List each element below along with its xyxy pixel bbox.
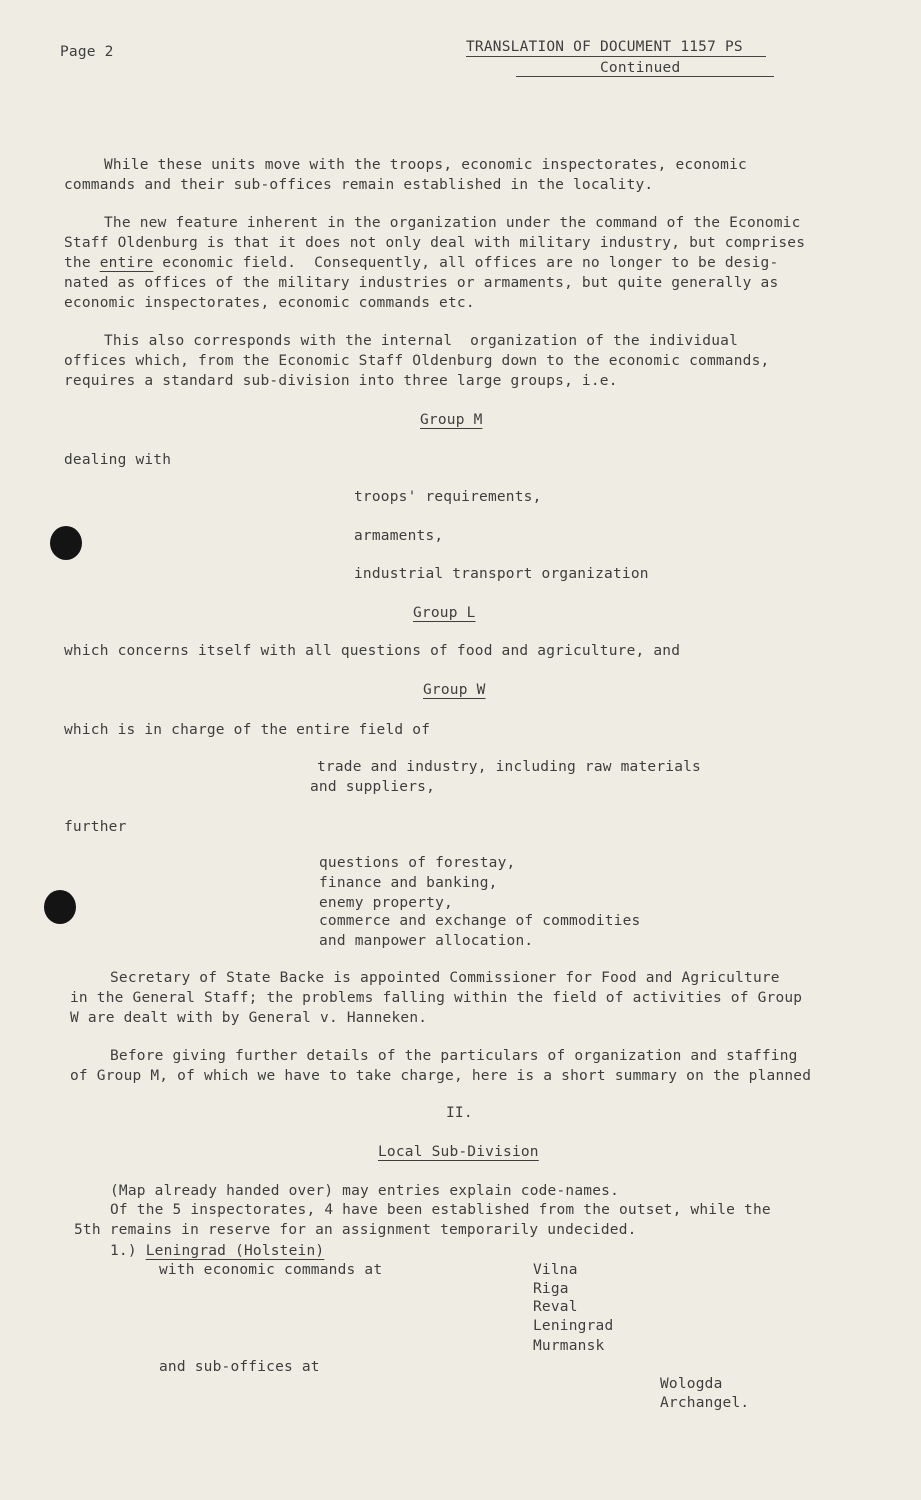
- group-l-heading: Group L: [413, 605, 476, 621]
- paragraph-6-line: (Map already handed over) may entries explain code-names.: [110, 1183, 619, 1199]
- list-item-leningrad: 1.) Leningrad (Holstein): [110, 1243, 325, 1259]
- page-number: Page 2: [60, 44, 114, 60]
- paragraph-4-line: in the General Staff; the problems falling within the field of activities of Group: [70, 990, 803, 1006]
- command-city: Reval: [533, 1299, 578, 1315]
- continued-underline: [516, 76, 774, 77]
- commands-label: with economic commands at: [159, 1262, 383, 1278]
- paragraph-2-line: the entire economic field. Consequently, all offices are no longer to be desig-: [64, 255, 779, 271]
- paragraph-3-line: offices which, from the Economic Staff Oldenburg down to the economic commands,: [64, 353, 770, 369]
- suboffice-city: Archangel.: [660, 1395, 750, 1411]
- command-city: Riga: [533, 1281, 569, 1297]
- title-underline: [466, 56, 766, 57]
- punch-hole: [50, 526, 82, 560]
- paragraph-2-line: nated as offices of the military industries or armaments, but quite generally as: [64, 275, 779, 291]
- item-name: Leningrad (Holstein): [145, 1243, 325, 1259]
- group-m-intro: dealing with: [64, 452, 172, 468]
- group-w-further: further: [64, 819, 127, 835]
- document-title: TRANSLATION OF DOCUMENT 1157 PS: [466, 39, 743, 55]
- paragraph-2-line: Staff Oldenburg is that it does not only deal with military industry, but comprises: [64, 235, 806, 251]
- group-w-item: enemy property,: [319, 895, 453, 911]
- group-m-item: armaments,: [354, 528, 444, 544]
- paragraph-2-line: economic inspectorates, economic commands etc.: [64, 295, 475, 311]
- command-city: Vilna: [533, 1262, 578, 1278]
- group-l-text: which concerns itself with all questions of food and agriculture, and: [64, 643, 681, 659]
- group-w-intro: which is in charge of the entire field of: [64, 722, 431, 738]
- paragraph-5-line: of Group M, of which we have to take charge, here is a short summary on the planned: [70, 1068, 812, 1084]
- paragraph-6-line: 5th remains in reserve for an assignment temporarily undecided.: [74, 1222, 637, 1238]
- punch-hole: [44, 890, 76, 924]
- paragraph-5-line: Before giving further details of the particulars of organization and staffing: [110, 1048, 798, 1064]
- command-city: Leningrad: [533, 1318, 614, 1334]
- group-w-item: and suppliers,: [310, 779, 436, 795]
- group-w-item: and manpower allocation.: [319, 933, 534, 949]
- suboffice-city: Wologda: [660, 1376, 723, 1392]
- paragraph-3-line: requires a standard sub-division into three large groups, i.e.: [64, 373, 618, 389]
- group-w-item: finance and banking,: [319, 875, 498, 891]
- paragraph-1-line: commands and their sub-offices remain established in the locality.: [64, 177, 654, 193]
- paragraph-4-line: Secretary of State Backe is appointed Commissioner for Food and Agriculture: [110, 970, 780, 986]
- group-w-heading: Group W: [423, 682, 486, 698]
- group-w-item: commerce and exchange of commodities: [319, 913, 641, 929]
- continued-label: Continued: [600, 60, 681, 76]
- group-m-item: industrial transport organization: [354, 566, 649, 582]
- group-w-item: questions of forestay,: [319, 855, 516, 871]
- group-m-heading: Group M: [420, 412, 483, 428]
- section-number: II.: [446, 1105, 473, 1121]
- paragraph-1-line: While these units move with the troops, economic inspectorates, economic: [104, 157, 747, 173]
- group-m-item: troops' requirements,: [354, 489, 542, 505]
- emphasis-entire: entire: [99, 255, 154, 271]
- command-city: Murmansk: [533, 1338, 605, 1354]
- paragraph-6-line: Of the 5 inspectorates, 4 have been established from the outset, while the: [110, 1202, 771, 1218]
- paragraph-3-line: This also corresponds with the internal organization of the individual: [104, 333, 739, 349]
- suboffices-label: and sub-offices at: [159, 1359, 320, 1375]
- section-title: Local Sub-Division: [378, 1144, 539, 1160]
- paragraph-4-line: W are dealt with by General v. Hanneken.: [70, 1010, 428, 1026]
- group-w-item: trade and industry, including raw materials: [317, 759, 701, 775]
- paragraph-2-line: The new feature inherent in the organization under the command of the Economic: [104, 215, 801, 231]
